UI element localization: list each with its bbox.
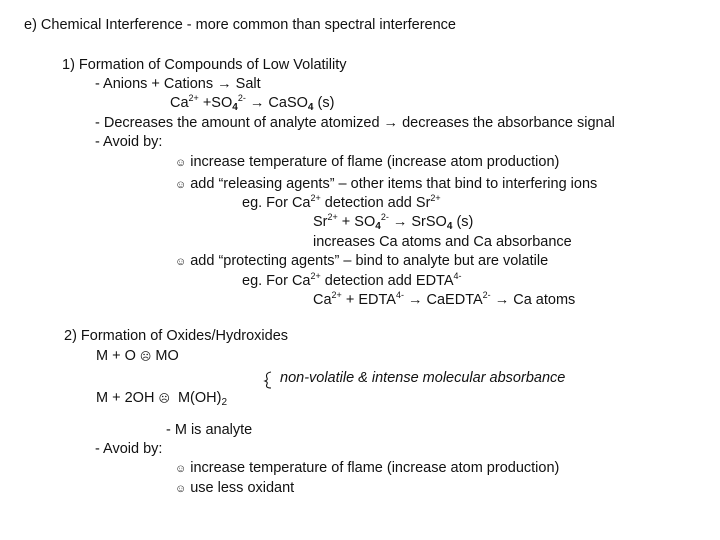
arrow-icon: → [494,292,510,308]
arrow-icon: → [407,292,423,308]
smiley-icon: ☺ [175,463,187,475]
anions-cations-line: - Anions + Cations → Salt [95,76,261,92]
edta-detection-line: eg. For $Ca^{2+}$ detection add $EDTA^{4-}$ [242,271,462,289]
caedta-equation: $Ca^{2+}$ + $EDTA^{4-}$ → CaEDTA$^{2-}$ → Ca atoms [313,290,576,308]
caso4-equation: $Ca^{2+} +SO_4^{2-}$ → CaSO$_4$ (s) [170,93,335,113]
mo-equation: M + O ☹ MO [96,348,179,364]
smiley-icon: ☺ [175,179,187,191]
brace-icon [262,370,276,390]
section1-title: 1) Formation of Compounds of Low Volatility [62,57,347,73]
arrow-icon: → [383,115,399,131]
frown-icon: ☹ [158,393,170,405]
frown-icon: ☹ [139,351,152,363]
m-analyte-line: - M is analyte [166,422,253,438]
avoid-label-1: - Avoid by: [95,134,163,150]
moh-equation: M + 2OH ☹ $M(OH)_2$ [96,390,228,408]
sr-detection-line: eg. For $Ca^{2+}$ detection add $Sr^{2+}$ [242,193,441,211]
increases-ca-line: increases Ca atoms and Ca absorbance [313,234,572,250]
protecting-agents-item: ☺ add “protecting agents” – bind to analyte but are volatile [175,253,549,269]
smiley-icon: ☺ [175,157,187,169]
increase-temp-item-1: ☺ increase temperature of flame (increase atom production) [175,154,560,170]
srso4-equation: $Sr^{2+} + SO_4^{2-}$ → SrSO$_4$ (s) [313,212,474,232]
decreases-line: - Decreases the amount of analyte atomized → decreases the absorbance signal [95,115,615,131]
section2-title: 2) Formation of Oxides/Hydroxides [64,328,289,344]
avoid-label-2: - Avoid by: [95,441,163,457]
smiley-icon: ☺ [175,256,187,268]
page-heading: e) Chemical Interference - more common than spectral interference [24,17,456,33]
arrow-icon: → [249,95,265,111]
smiley-icon: ☺ [175,483,187,495]
nonvolatile-note: non-volatile & intense molecular absorbance [280,370,566,386]
arrow-icon: → [392,214,408,230]
arrow-icon: → [217,76,232,92]
releasing-agents-item: ☺ add “releasing agents” – other items that bind to interfering ions [175,176,598,192]
increase-temp-item-2: ☺ increase temperature of flame (increase atom production) [175,460,560,476]
less-oxidant-item: ☺ use less oxidant [175,480,295,496]
